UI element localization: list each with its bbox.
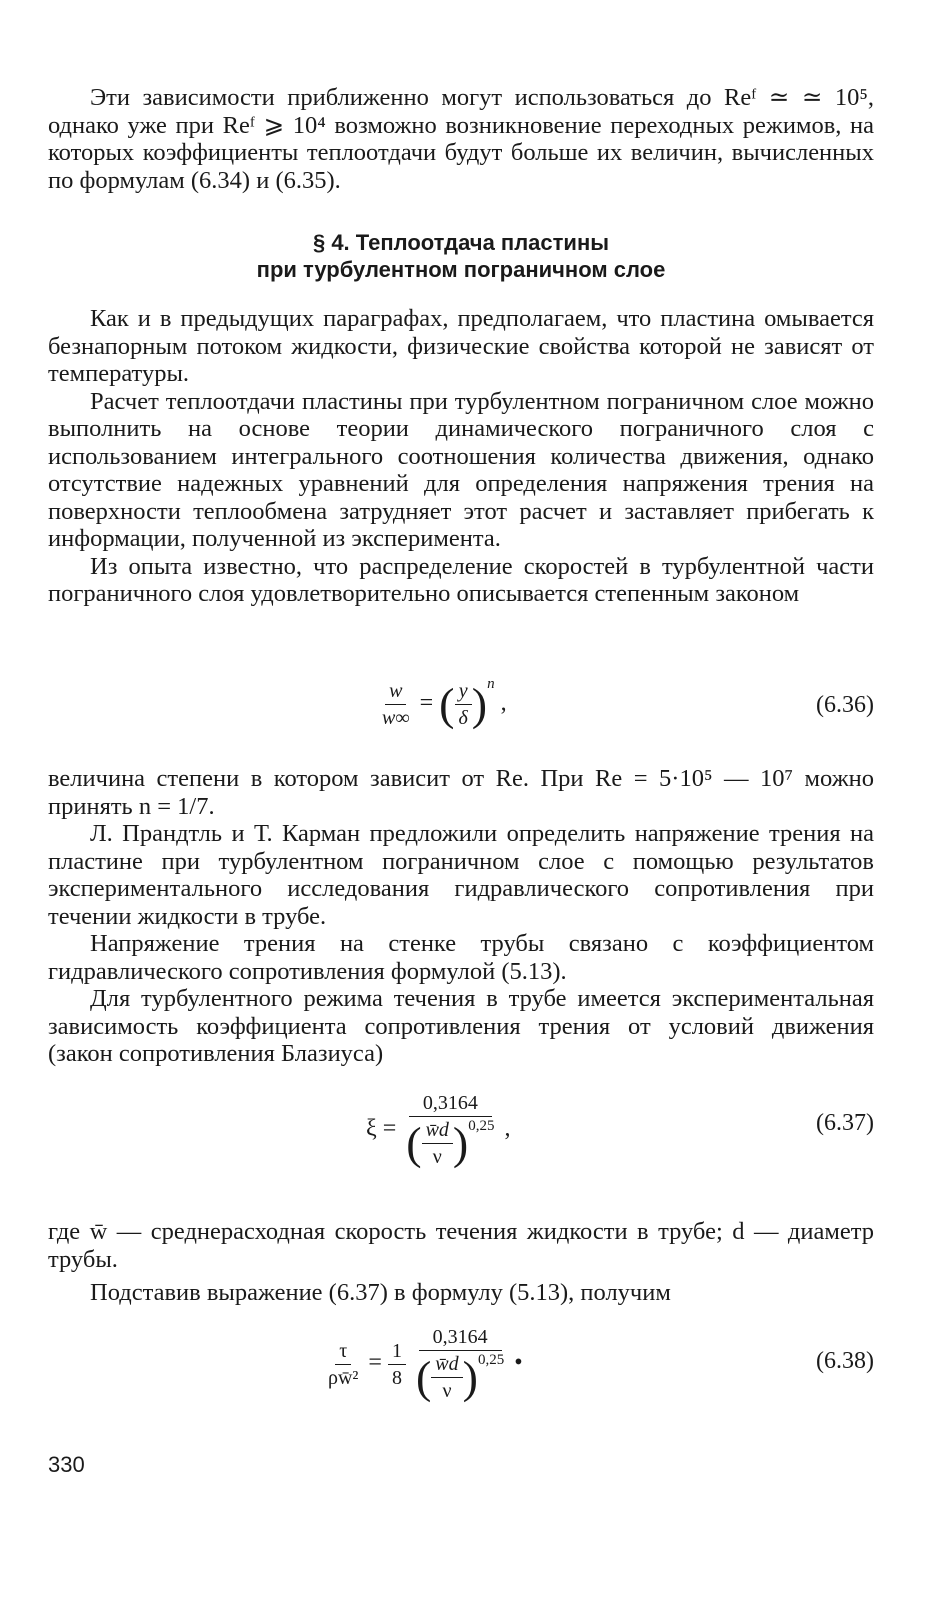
eq-637-inner-den: ν [432,1146,442,1168]
eq-636-lhs-den: w∞ [382,707,410,729]
eq-636-equals: = [419,690,434,717]
eq-638-coef-den: 8 [391,1366,402,1389]
text-block-2 [48,765,874,1068]
intro-paragraph-block [48,84,874,194]
eq-637-punct: , [504,1115,511,1142]
paragraph: Расчет теплоотдачи пластины при турбулентном пограничном слое можно выполнить на основе теории динамического пограничного слоя с использованием интегрального соотношения количества движения, однако отсутствие надежных уравнений для определения напряжения трения на поверхности теплообмена затрудняет этот расчет и заставляет прибегать к информации, полученной из эксперимента. [48,387,874,552]
equation-6-38 [48,1326,874,1430]
eq-637-inner-num: w̄d [422,1119,453,1144]
eq-638-equals: = [368,1349,382,1376]
paragraph: Подставив выражение (6.37) в формулу (5.13), получим [90,1279,671,1306]
eq-636-lhs-num: w [385,680,406,705]
eq-637-number: (6.37) [816,1110,874,1136]
eq-637-denominator [402,1117,498,1168]
eq-636-rhs-fraction [454,680,471,729]
eq-638-punct: • [514,1349,523,1376]
section-heading-line2: при турбулентном пограничном слое [256,257,666,282]
paragraph: Из опыта известно, что распределение скоростей в турбулентной части пограничного слоя удовлетворительно описывается степенным законом [48,552,874,607]
eq-638-denominator [412,1351,508,1402]
paragraph: где w̄ — среднерасходная скорость течения жидкости в трубе; d — диаметр трубы. [48,1218,874,1273]
paragraph: Для турбулентного режима течения в трубе имеется экспериментальная зависимость коэффициента сопротивления трения от условий движения (закон сопротивления Блазиуса) [48,985,874,1067]
eq-638-inner-fraction [431,1353,462,1402]
eq-636-lhs-fraction [378,680,414,729]
eq-637-exponent: 0,25 [468,1118,495,1134]
eq-638-right-paren: ) [462,1351,478,1403]
paragraph: Л. Прандтль и Т. Карман предложили определить напряжение трения на пластине при турбулентном пограничном слое с помощью результатов экспериментального исследования гидравлического сопротивления при течении жидкости в трубе. [48,820,874,930]
section-heading-line1: § 4. Теплоотдача пластины [312,230,610,255]
eq-638-numerator: 0,3164 [419,1326,502,1351]
eq-638-lhs-den: ρw̄² [328,1366,359,1389]
eq-638-left-paren: ( [415,1351,432,1403]
eq-637-expression [366,1092,511,1168]
paragraph: величина степени в котором зависит от Re. При Re = 5·10⁵ — 10⁷ можно принять n = 1/7. [48,765,874,820]
eq-637-equals: = [382,1115,397,1142]
equation-6-37 [48,1092,874,1196]
paragraph: Напряжение трения на стенке трубы связано с коэффициентом гидравлического сопротивления формулой (5.13). [48,930,874,985]
eq-638-fraction [412,1326,508,1402]
eq-636-number: (6.36) [816,692,874,718]
eq-638-coef-fraction [388,1340,406,1389]
eq-636-rhs-den: δ [458,707,468,729]
intro-paragraph: Эти зависимости приближенно могут использоваться до Reᶠ ≃ ≃ 10⁵, однако уже при Reᶠ ⩾ 10⁴ возможно возникновение переходных режимов, на которых коэффициенты теплоотдачи будут больше их величин, вычисленных по формулам (6.34) и (6.35). [48,84,874,194]
paragraph: Как и в предыдущих параграфах, предполагаем, что пластина омывается безнапорным потоком жидкости, физические свойства которой не зависят от температуры. [48,305,874,387]
eq-638-lhs-num: τ [335,1340,351,1365]
equation-6-36 [48,676,874,746]
eq-636-exponent: n [487,676,495,692]
eq-637-right-paren: ) [452,1117,469,1169]
eq-636-rhs-num: y [455,680,472,705]
eq-638-inner-den: ν [442,1380,452,1402]
eq-638-coef-num: 1 [388,1340,406,1365]
eq-638-number: (6.38) [816,1348,874,1374]
eq-637-lhs: ξ [366,1115,377,1142]
eq-638-inner-num: w̄d [431,1353,462,1378]
eq-636-expression [378,676,507,730]
text-block-3 [48,1218,874,1307]
section-heading [48,229,874,283]
text-block-1 [48,305,874,608]
page-number: 330 [48,1452,85,1477]
eq-637-inner-fraction [422,1119,453,1168]
eq-638-exponent: 0,25 [477,1352,505,1368]
eq-637-fraction [402,1092,498,1168]
eq-636-punct: , [500,690,507,717]
eq-637-numerator: 0,3164 [409,1092,492,1117]
eq-636-left-paren: ( [439,678,455,730]
eq-638-expression [324,1326,523,1402]
eq-638-lhs-fraction [324,1340,362,1389]
eq-636-right-paren: ) [471,678,488,730]
eq-637-left-paren: ( [406,1117,422,1169]
